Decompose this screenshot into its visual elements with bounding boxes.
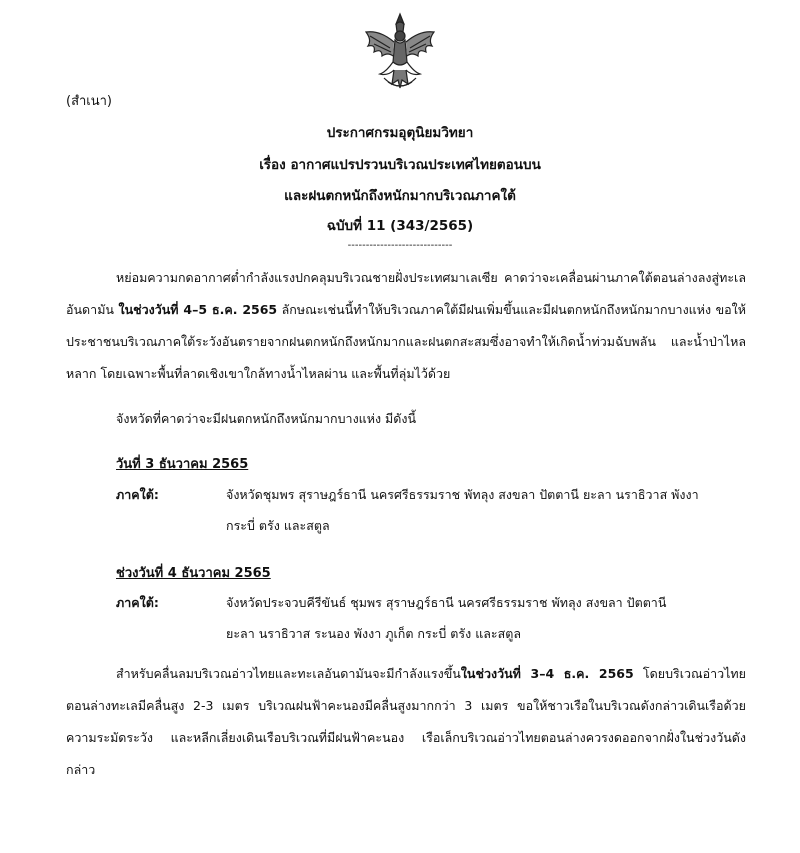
paragraph-provinces-intro: จังหวัดที่คาดว่าจะมีฝนตกหนักถึงหนักมากบางแห่ง มีดังนี้ (116, 411, 417, 426)
para3-text-1: สำหรับคลื่นลมบริเวณอ่าวไทยและทะเลอันดามันจะมีกำลังแรงขึ้น (116, 666, 461, 681)
header-line-1: ประกาศกรมอุตุนิยมวิทยา (326, 125, 474, 141)
province-line: ยะลา นราธิวาส ระนอง พังงา ภูเก็ต กระบี่ ตรัง และสตูล (226, 626, 522, 641)
province-line: จังหวัดชุมพร สุราษฎร์ธานี นครศรีธรรมราช พัทลุง สงขลา ปัตตานี ยะลา นราธิวาส พังงา (226, 487, 699, 502)
garuda-emblem-icon (360, 10, 440, 94)
province-line: จังหวัดประจวบคีรีขันธ์ ชุมพร สุราษฎร์ธานี นครศรีธรรมราช พัทลุง สงขลา ปัตตานี (226, 595, 667, 610)
region-label-2: ภาคใต้: (116, 595, 159, 610)
para3-bold-date: ในช่วงวันที่ 3–4 ธ.ค. 2565 (460, 666, 634, 681)
issue-number: ฉบับที่ 11 (343/2565) (326, 218, 474, 234)
province-list-1 (226, 479, 756, 541)
section-date-1: วันที่ 3 ธันวาคม 2565 (116, 457, 249, 472)
section-date-2: ช่วงวันที่ 4 ธันวาคม 2565 (116, 566, 271, 581)
province-list-2 (226, 587, 756, 649)
para1-bold-date: ในช่วงวันที่ 4–5 ธ.ค. 2565 (118, 302, 278, 317)
header-line-2: เรื่อง อากาศแปรปรวนบริเวณประเทศไทยตอนบน (259, 157, 541, 173)
region-label-1: ภาคใต้: (116, 487, 159, 502)
divider: ----------------------------- (347, 240, 453, 251)
para1-text-2: ลักษณะเช่นนี้ทำให้บริเวณภาคใต้มีฝนเพิ่มขึ้นและมีฝนตกหนักถึงหนักมากบางแห่ง ขอให้ประชาชนบริเวณภาคใต้ระวังอันตรายจากฝนตกหนักถึงหนักมากและฝนตกสะสมซึ่งอาจทำให้เกิดน้ำท่วมฉับพลัน และน้ำป่าไหลหลาก โดยเฉพาะพื้นที่ลาดเชิงเขาใกล้ทางน้ำไหลผ่าน และพื้นที่ลุ่มไว้ด้วย (66, 302, 746, 381)
para1-text-1: หย่อมความกดอากาศต่ำกำลังแรงปกคลุมบริเวณชายฝั่งประเทศมาเลเซีย คาดว่าจะเคลื่อนผ่านภาคใต้ตอนล่างลงสู่ทะเลอันดามัน (66, 270, 746, 317)
paragraph-low-pressure (66, 262, 746, 390)
province-line: กระบี่ ตรัง และสตูล (226, 518, 330, 533)
paragraph-waves (66, 658, 746, 786)
copy-label: (สำเนา) (66, 94, 113, 109)
header-line-3: และฝนตกหนักถึงหนักมากบริเวณภาคใต้ (284, 188, 516, 204)
para3-text-2: โดยบริเวณอ่าวไทยตอนล่างทะเลมีคลื่นสูง 2-3 เมตร บริเวณฝนฟ้าคะนองมีคลื่นสูงมากกว่า 3 เมตร ขอให้ชาวเรือในบริเวณดังกล่าวเดินเรือด้วยความระมัดระวัง และหลีกเลี่ยงเดินเรือบริเวณที่มีฝนฟ้าคะนอง เรือเล็กบริเวณอ่าวไทยตอนล่างควรงดออกจากฝั่งในช่วงวันดังกล่าว (66, 666, 746, 777)
